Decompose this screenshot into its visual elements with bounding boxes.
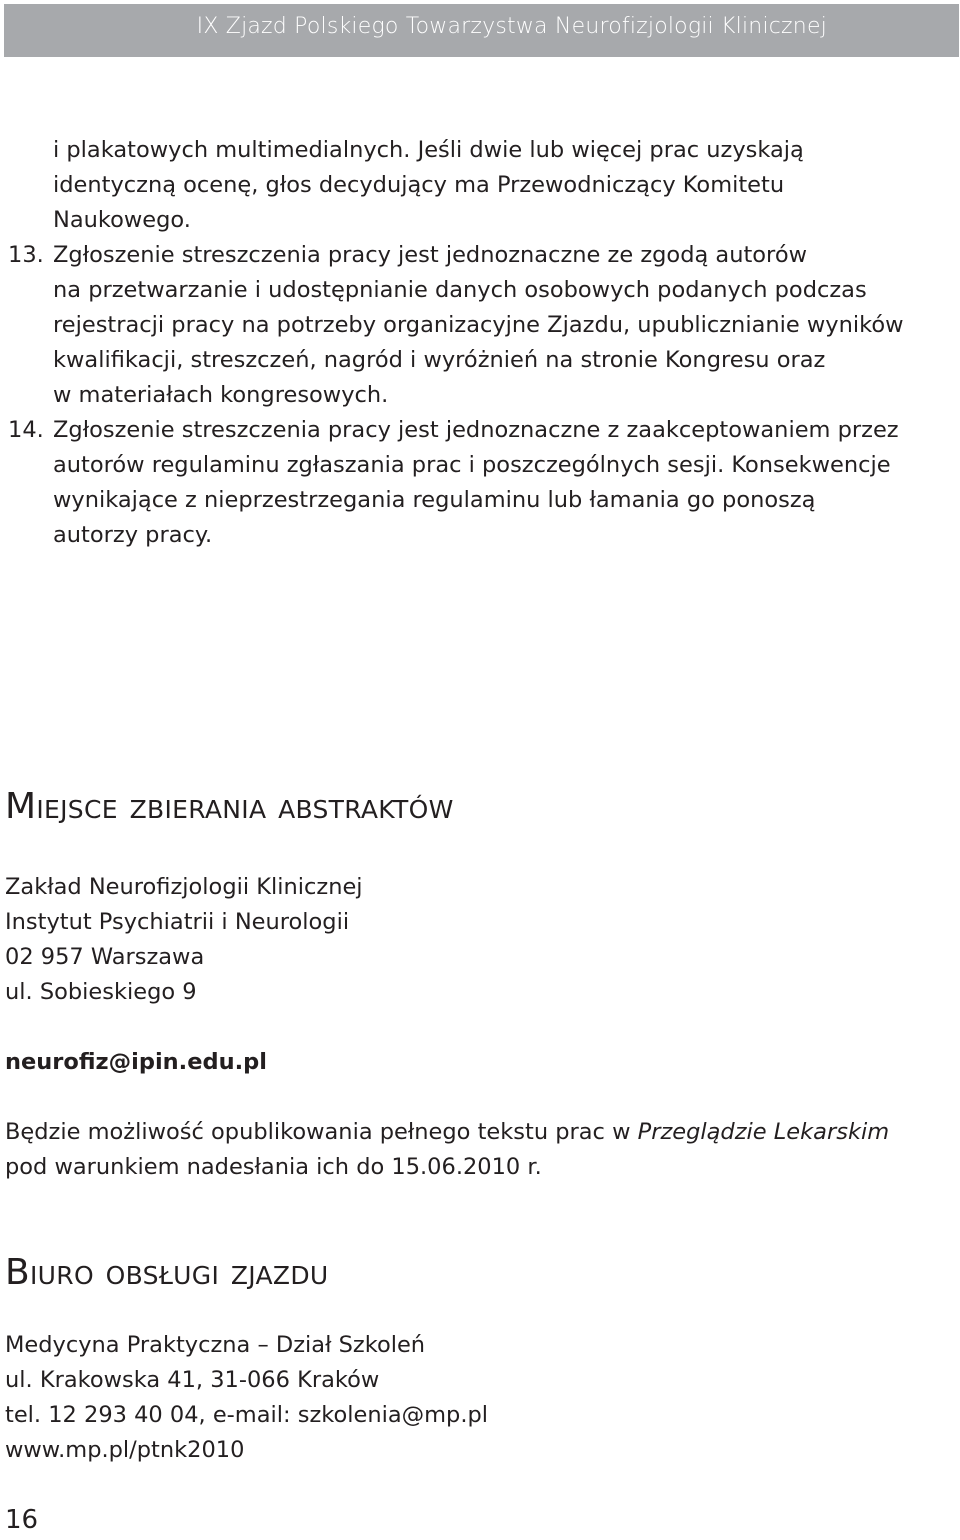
office-website-link[interactable]: www.mp.pl/ptnk2010 (5, 1437, 245, 1463)
abstracts-heading: Miejsce zbierania abstraktów (5, 786, 454, 827)
regulations-text (8, 133, 958, 553)
continued-line: identyczną ocenę, głos decydujący ma Przewodniczący Komitetu (53, 172, 785, 198)
office-contact-line[interactable]: tel. 12 293 40 04, e-mail: szkolenia@mp.pl (5, 1402, 489, 1428)
office-line: Medycyna Praktyczna – Dział Szkoleń (5, 1332, 426, 1358)
item-14-line: autorów regulaminu zgłaszania prac i poszczególnych sesji. Konsekwencje (53, 452, 891, 478)
item-14-text: Zgłoszenie streszczenia pracy jest jednoznaczne z zaakceptowaniem przez (53, 417, 899, 443)
publication-note-prefix: Będzie możliwość opublikowania pełnego tekstu prac w (5, 1119, 638, 1145)
item-13-line: w materiałach kongresowych. (53, 382, 389, 408)
item-13-line (8, 238, 958, 273)
continued-line: Naukowego. (53, 207, 191, 233)
publication-note-deadline: pod warunkiem nadesłania ich do 15.06.2010 r. (5, 1154, 542, 1180)
address-line: Instytut Psychiatrii i Neurologii (5, 909, 350, 935)
continued-line: i plakatowych multimedialnych. Jeśli dwie lub więcej prac uzyskają (53, 137, 804, 163)
item-13-line: kwalifikacji, streszczeń, nagród i wyróżnień na stronie Kongresu oraz (53, 347, 826, 373)
office-heading: Biuro obsługi zjazdu (5, 1252, 329, 1293)
address-line: 02 957 Warszawa (5, 944, 205, 970)
office-section (5, 1253, 955, 1468)
page-number: 16 (5, 1505, 39, 1535)
item-13-number: 13. (8, 242, 44, 268)
office-line: ul. Krakowska 41, 31-066 Kraków (5, 1367, 380, 1393)
address-line: ul. Sobieskiego 9 (5, 979, 197, 1005)
item-13-line: na przetwarzanie i udostępnianie danych osobowych podanych podczas (53, 277, 867, 303)
address-line: Zakład Neurofizjologii Klinicznej (5, 874, 363, 900)
item-14-line: wynikające z nieprzestrzegania regulaminu lub łamania go ponoszą (53, 487, 816, 513)
item-13-text: Zgłoszenie streszczenia pracy jest jednoznaczne ze zgodą autorów (53, 242, 807, 268)
item-14-line: autorzy pracy. (53, 522, 213, 548)
running-header-bar (4, 4, 959, 57)
item-13-line: rejestracji pracy na potrzeby organizacyjne Zjazdu, upublicznianie wyników (53, 312, 904, 338)
running-header-title: IX Zjazd Polskiego Towarzystwa Neurofizjologii Klinicznej (196, 14, 827, 39)
item-14-number: 14. (8, 417, 44, 443)
abstracts-email-link[interactable]: neurofiz@ipin.edu.pl (5, 1049, 267, 1075)
journal-name: Przeglądzie Lekarskim (637, 1119, 890, 1145)
publication-note (5, 1115, 955, 1150)
abstracts-section (5, 787, 955, 1185)
item-14-line (8, 413, 958, 448)
